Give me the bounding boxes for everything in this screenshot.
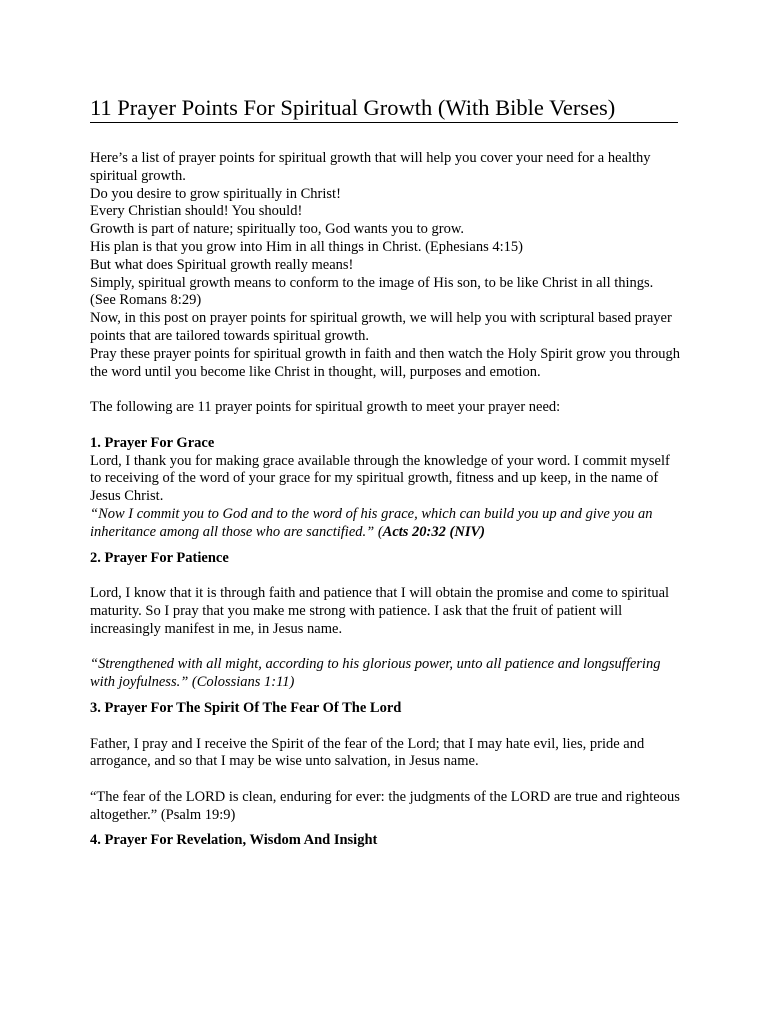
page-title: 11 Prayer Points For Spiritual Growth (With Bible Verses) [90, 94, 678, 123]
bible-verse: “The fear of the LORD is clean, enduring for ever: the judgments of the LORD are true and righteous altogether.” (Psalm 19:9) [90, 788, 680, 823]
section-heading: 1. Prayer For Grace [90, 434, 215, 451]
prayer-text: Lord, I thank you for making grace available through the knowledge of your word. I commit myself to receiving of the word of your grace for my spiritual growth, fitness and up keep, in the name of Jesus Christ. [90, 452, 670, 505]
document-body [90, 150, 682, 850]
intro-paragraph: Do you desire to grow spiritually in Christ! [90, 185, 341, 202]
prayer-text: Lord, I know that it is through faith and patience that I will obtain the promise and come to spiritual maturity. So I pray that you make me strong with patience. I ask that the fruit of patient will increasingly manifest in me, in Jesus name. [90, 585, 670, 637]
section-heading: 3. Prayer For The Spirit Of The Fear Of The Lord [90, 699, 402, 716]
intro-paragraph: But what does Spiritual growth really means! [90, 256, 354, 273]
bible-verse [90, 506, 682, 542]
verse-reference: Acts 20:32 (NIV) [382, 523, 485, 540]
section-heading: 4. Prayer For Revelation, Wisdom And Insight [90, 832, 378, 849]
verse-text: “Now I commit you to God and to the word of his grace, which can build you up and give you an inheritance among all those who are sanctified.” ( [90, 505, 653, 540]
section-heading: 2. Prayer For Patience [90, 549, 229, 566]
intro-paragraph: Growth is part of nature; spiritually too, God wants you to grow. [90, 221, 464, 238]
intro-paragraph: His plan is that you grow into Him in all things in Christ. (Ephesians 4:15) [90, 238, 523, 255]
intro-paragraph: Every Christian should! You should! [90, 203, 303, 220]
intro-paragraph: Here’s a list of prayer points for spiritual growth that will help you cover your need for a healthy spiritual growth. [90, 150, 651, 184]
prayer-text: Father, I pray and I receive the Spirit of the fear of the Lord; that I may hate evil, lies, pride and arrogance, and so that I may be wise unto salvation, in Jesus name. [90, 735, 645, 770]
intro-paragraph: Pray these prayer points for spiritual growth in faith and then watch the Holy Spirit grow you through the word until you become like Christ in thought, will, purposes and emotion. [90, 345, 680, 380]
intro-paragraph: Simply, spiritual growth means to conform to the image of His son, to be like Christ in all things. (See Romans 8:29) [90, 274, 654, 309]
intro-paragraph: Now, in this post on prayer points for spiritual growth, we will help you with scriptural based prayer points that are tailored towards spiritual growth. [90, 310, 672, 344]
bible-verse [90, 656, 682, 692]
lead-paragraph: The following are 11 prayer points for spiritual growth to meet your prayer need: [90, 399, 561, 416]
verse-text: “Strengthened with all might, according to his glorious power, unto all patience and longsuffering with joyfulness.” (Colossians 1:11) [90, 656, 661, 691]
